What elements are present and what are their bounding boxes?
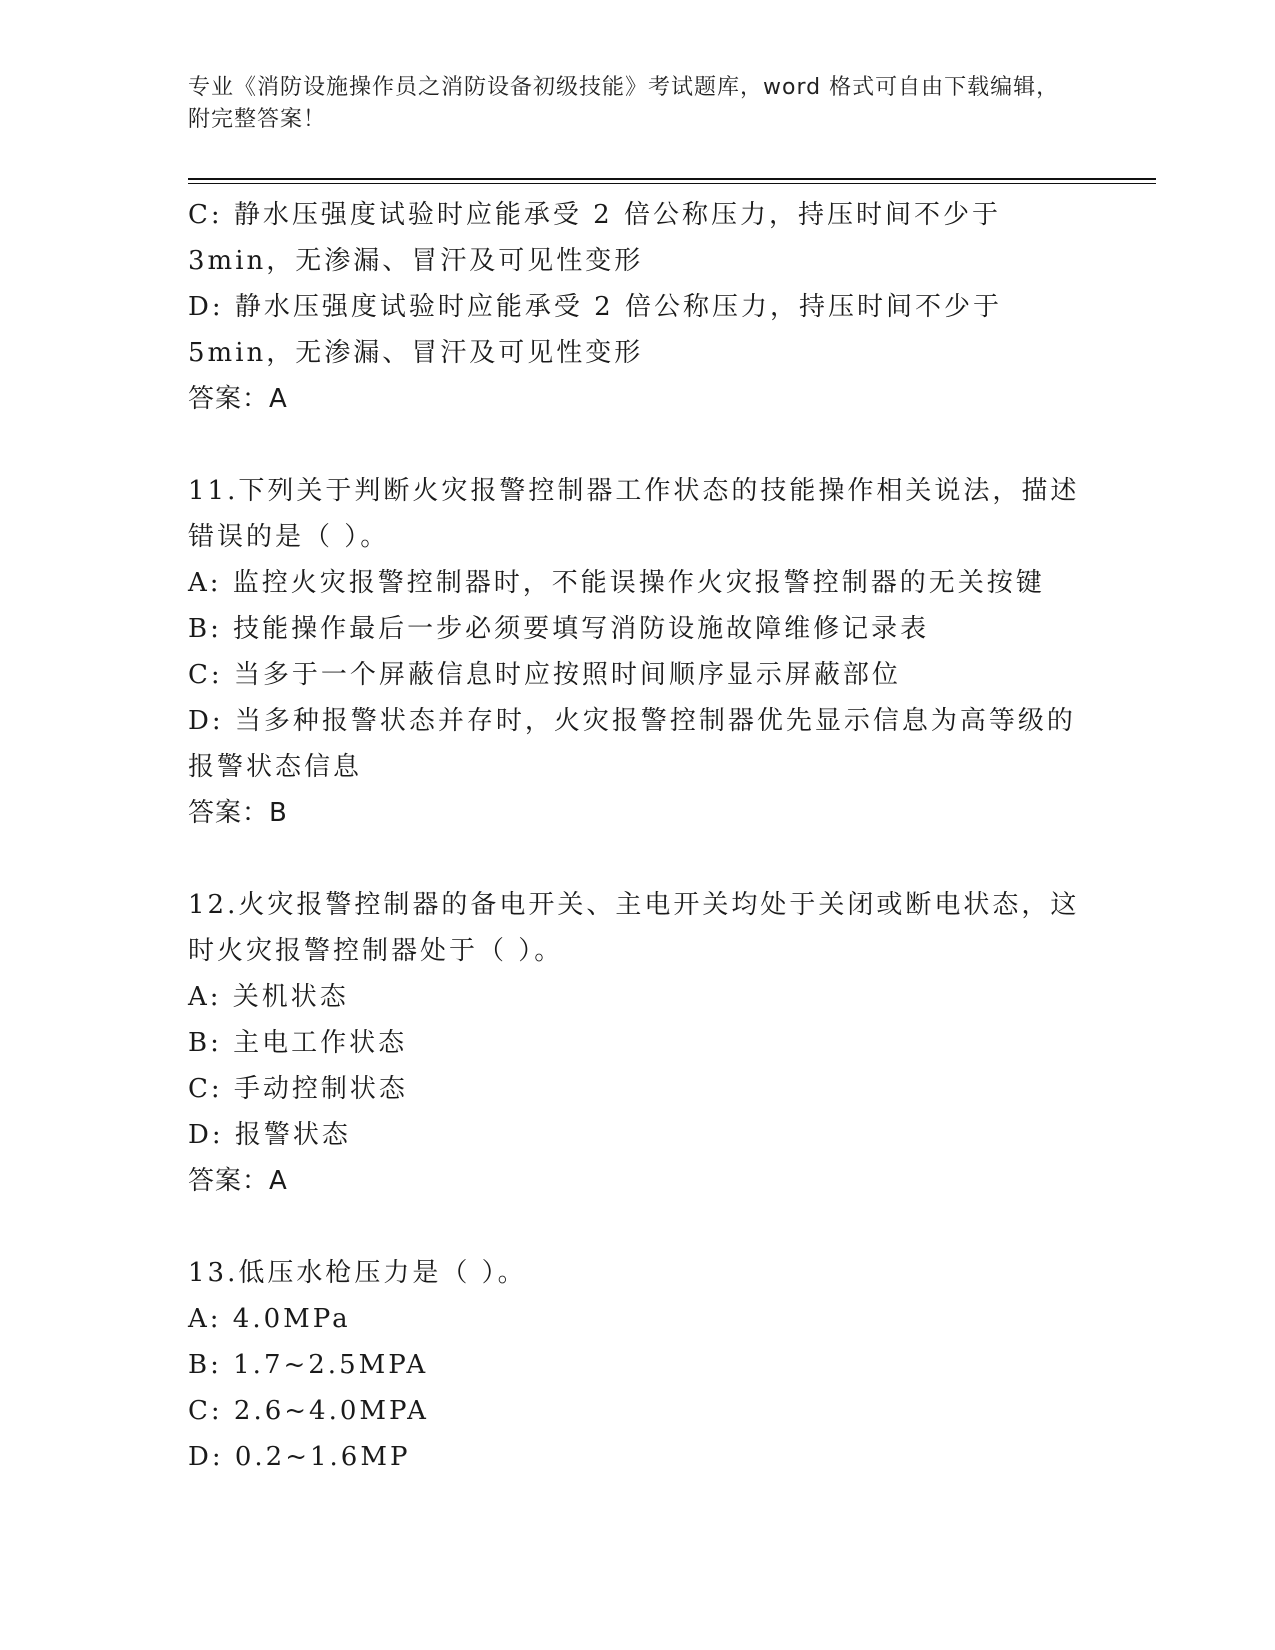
option-d: D: 报警状态 xyxy=(188,1120,351,1150)
question-stem: 12.火灾报警控制器的备电开关、主电开关均处于关闭或断电状态，这时火灾报警控制器处于（ ）。 xyxy=(188,890,1080,966)
option-c: C: 静水压强度试验时应能承受 2 倍公称压力，持压时间不少于 3min，无渗漏、冒汗及可见性变形 xyxy=(188,200,1013,276)
spacer xyxy=(188,1204,1088,1250)
answer: 答案：B xyxy=(188,798,288,828)
option-a: A: 监控火灾报警控制器时，不能误操作火灾报警控制器的无关按键 xyxy=(188,568,1045,598)
option-d: D: 当多种报警状态并存时，火灾报警控制器优先显示信息为高等级的报警状态信息 xyxy=(188,706,1076,782)
document-header: 专业《消防设施操作员之消防设备初级技能》考试题库，word 格式可自由下载编辑，附完整答案！ xyxy=(188,75,1060,132)
option-c: C: 手动控制状态 xyxy=(188,1074,408,1104)
option-b: B: 技能操作最后一步必须要填写消防设施故障维修记录表 xyxy=(188,614,930,644)
question-13 xyxy=(188,1250,1088,1480)
header-rule-thick xyxy=(188,178,1156,180)
option-d: D: 静水压强度试验时应能承受 2 倍公称压力，持压时间不少于 5min，无渗漏、冒汗及可见性变形 xyxy=(188,292,1014,368)
spacer xyxy=(188,422,1088,468)
prev-question xyxy=(188,192,1088,422)
question-11 xyxy=(188,468,1088,836)
question-stem: 11.下列关于判断火灾报警控制器工作状态的技能操作相关说法，描述错误的是（ ）。 xyxy=(188,476,1080,552)
option-d: D: 0.2~1.6MP xyxy=(188,1442,411,1472)
spacer xyxy=(188,836,1088,882)
answer: 答案：A xyxy=(188,1166,288,1196)
answer: 答案：A xyxy=(188,384,288,414)
option-a: A: 4.0MPa xyxy=(188,1304,351,1334)
option-a: A: 关机状态 xyxy=(188,982,349,1012)
question-12 xyxy=(188,882,1088,1204)
option-c: C: 2.6~4.0MPA xyxy=(188,1396,429,1426)
option-b: B: 1.7~2.5MPA xyxy=(188,1350,429,1380)
header-rule-thin xyxy=(188,183,1156,184)
option-c: C: 当多于一个屏蔽信息时应按照时间顺序显示屏蔽部位 xyxy=(188,660,901,690)
document-body xyxy=(188,192,1088,1480)
option-b: B: 主电工作状态 xyxy=(188,1028,408,1058)
question-stem: 13.低压水枪压力是（ ）。 xyxy=(188,1258,527,1288)
